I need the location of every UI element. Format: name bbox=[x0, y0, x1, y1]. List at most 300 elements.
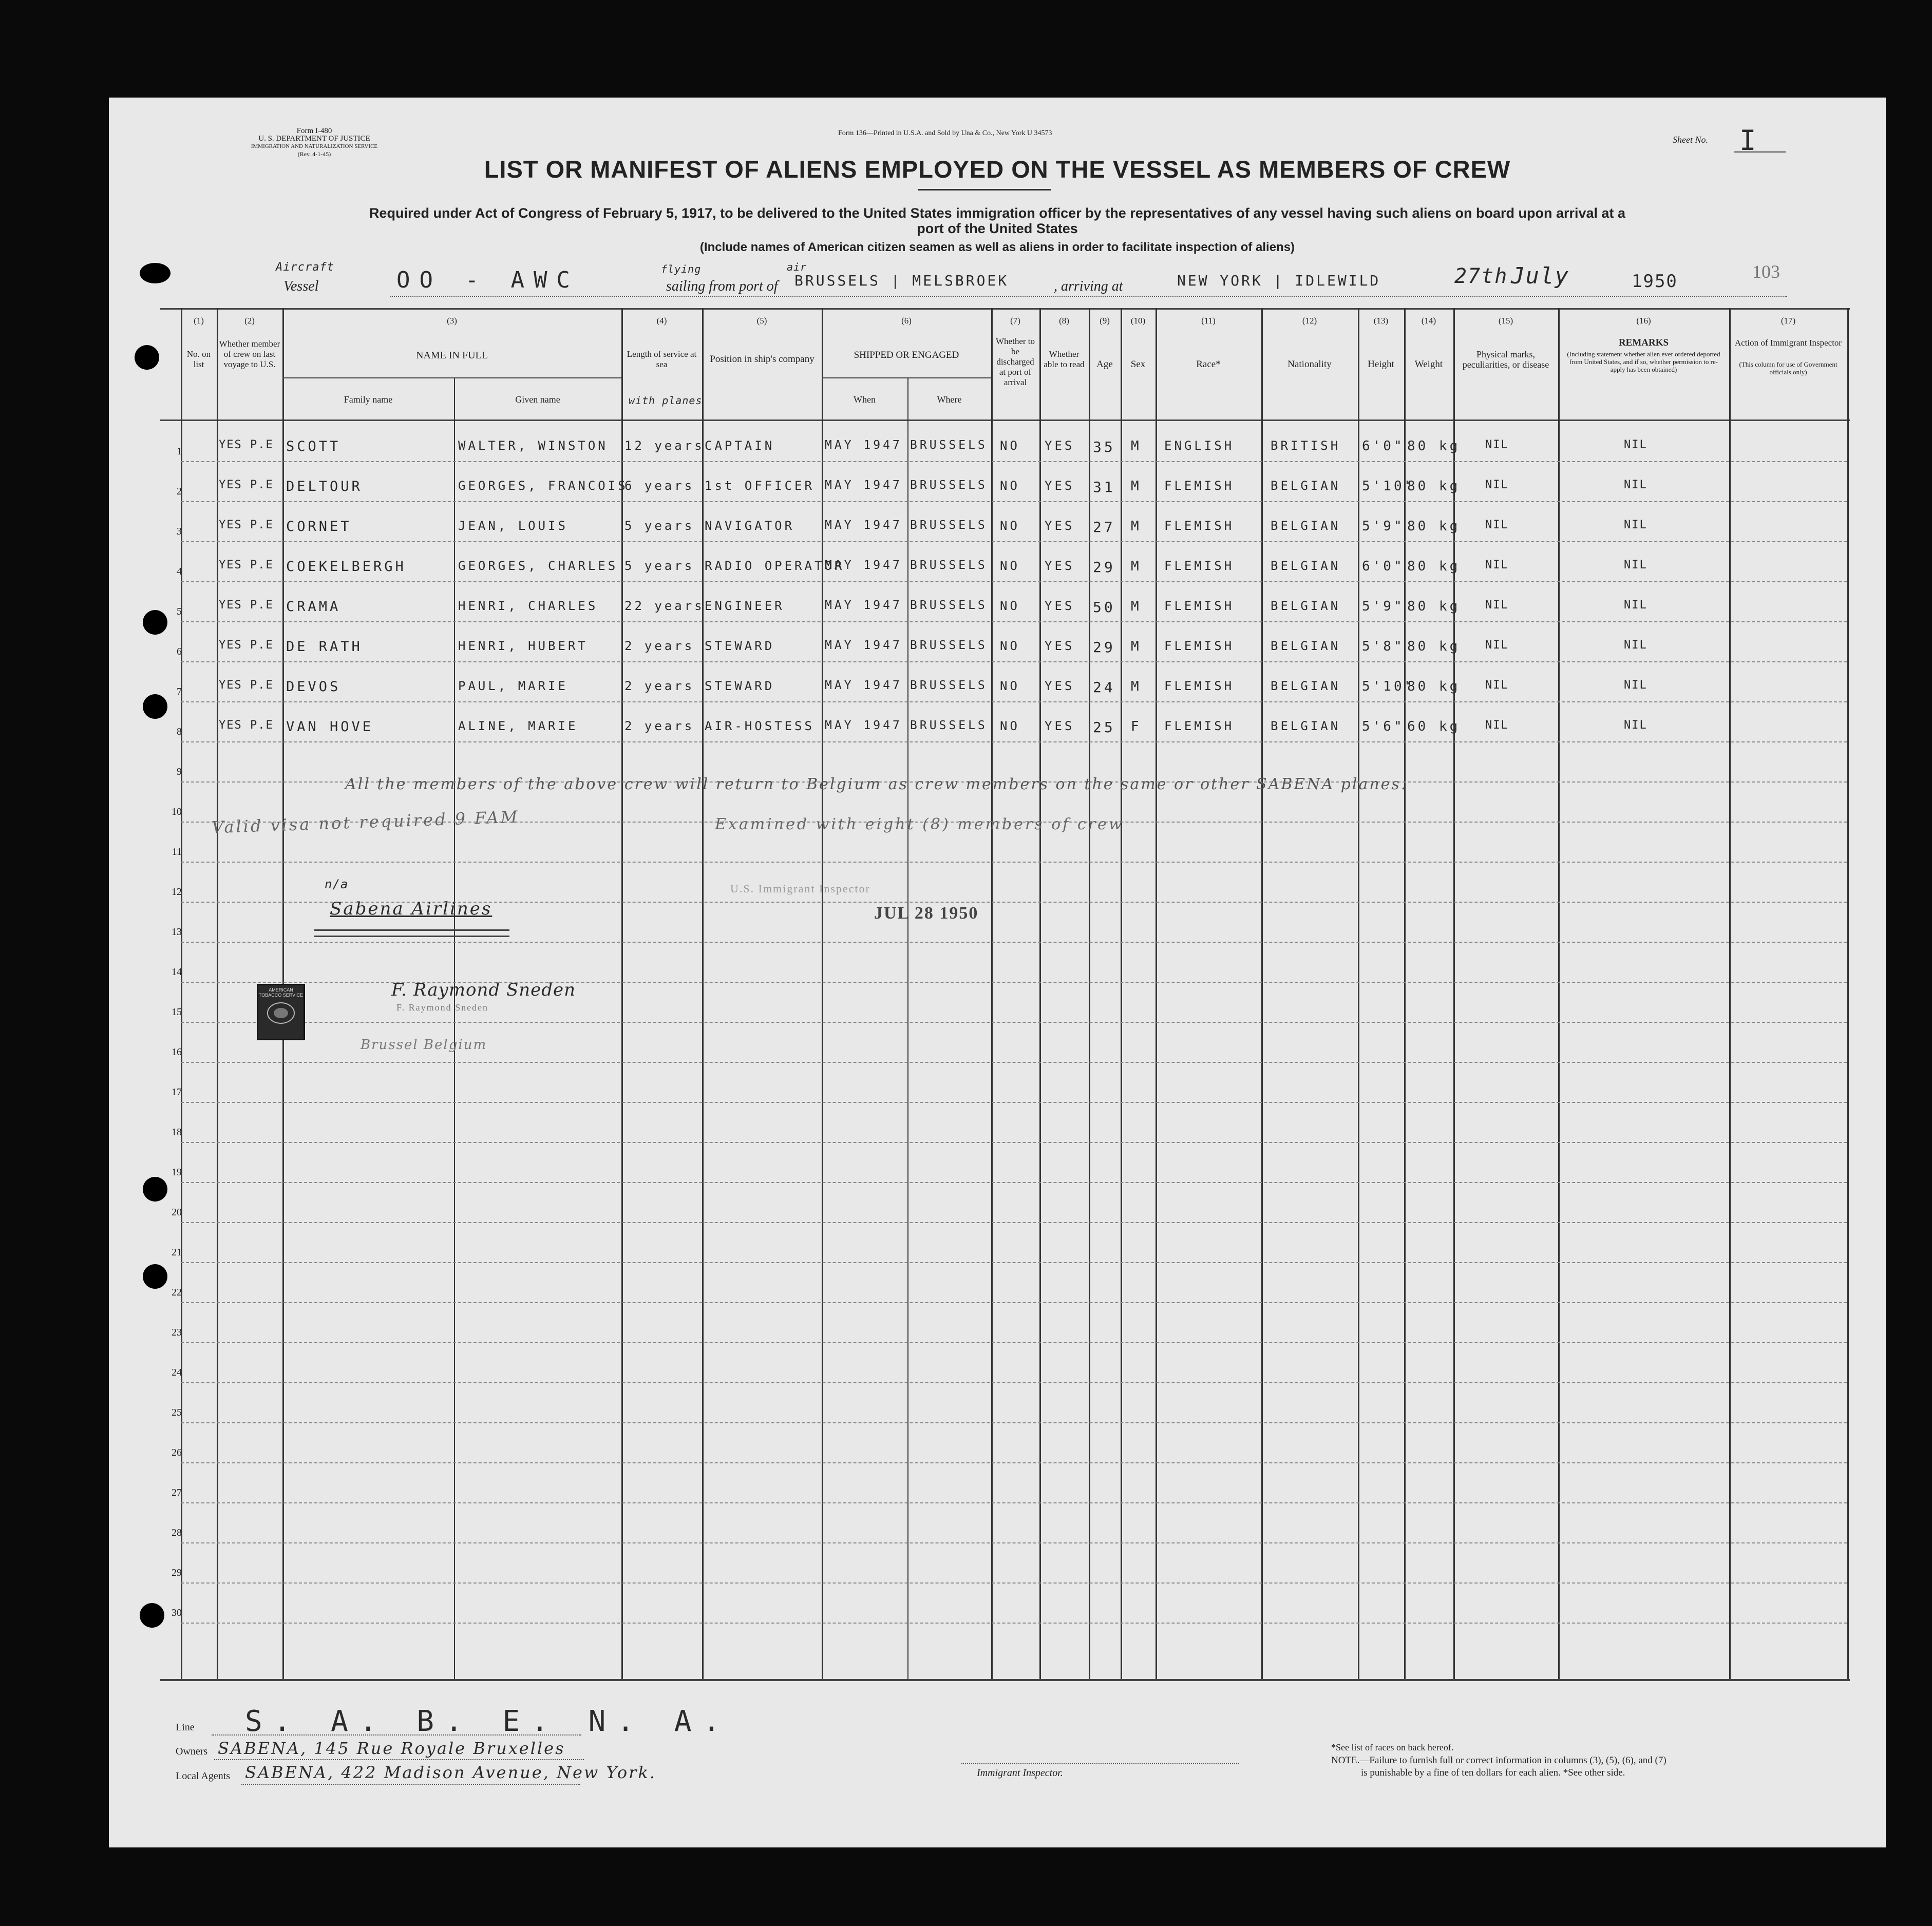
row-number: 6 bbox=[177, 646, 182, 657]
subtitle-line-2: port of the United States bbox=[917, 221, 1078, 236]
weight-cell: 80 kg bbox=[1407, 519, 1461, 534]
colnum-13: (13) bbox=[1373, 316, 1389, 326]
col-rule-16 bbox=[1558, 308, 1560, 1679]
sex-cell: M bbox=[1131, 599, 1142, 614]
col-rule-17 bbox=[1729, 308, 1731, 1679]
agents-label: Local Agents bbox=[176, 1770, 231, 1782]
age-cell: 35 bbox=[1093, 438, 1115, 455]
row-guide-line bbox=[181, 581, 1847, 582]
form-number: Form I-480 bbox=[296, 127, 332, 135]
row-guide-line bbox=[181, 1542, 1847, 1543]
signature: F. Raymond Sneden bbox=[391, 980, 576, 1000]
title-rule bbox=[918, 189, 1051, 190]
shipped-when-cell: MAY 1947 bbox=[825, 559, 902, 572]
sex-cell: M bbox=[1131, 559, 1142, 574]
row-number: 9 bbox=[177, 766, 182, 777]
department: U. S. DEPARTMENT OF JUSTICE bbox=[258, 135, 370, 143]
service-length-cell: 2 years bbox=[624, 719, 695, 733]
col-rule-11 bbox=[1156, 308, 1157, 1679]
weight-cell: 80 kg bbox=[1407, 599, 1461, 614]
remarks-cell: NIL bbox=[1624, 559, 1647, 571]
colnum-1: (1) bbox=[194, 316, 204, 326]
row-number: 17 bbox=[172, 1086, 182, 1098]
agent-underline-1 bbox=[314, 929, 509, 931]
colnum-5: (5) bbox=[756, 316, 767, 326]
colnum-3: (3) bbox=[447, 316, 457, 326]
row-guide-line bbox=[181, 461, 1847, 462]
binder-hole bbox=[143, 610, 167, 635]
revision: (Rev. 4-1-45) bbox=[297, 150, 331, 158]
shipped-when-cell: MAY 1947 bbox=[825, 479, 902, 492]
remarks-cell: NIL bbox=[1624, 479, 1647, 491]
shipped-where-cell: BRUSSELS bbox=[910, 639, 988, 652]
remarks-cell: NIL bbox=[1624, 639, 1647, 652]
remarks-cell: NIL bbox=[1624, 438, 1647, 451]
col-header-prev-voyage: Whether member of crew on last voyage to U.S. bbox=[219, 339, 280, 369]
shipped-when-cell: MAY 1947 bbox=[825, 519, 902, 532]
vessel-label: Vessel bbox=[283, 278, 319, 294]
height-cell: 5'10" bbox=[1362, 679, 1415, 694]
read-ability-cell: YES bbox=[1045, 639, 1075, 653]
row-guide-line bbox=[181, 1142, 1847, 1143]
col-header-position: Position in ship's company bbox=[710, 354, 815, 365]
position-cell: STEWARD bbox=[705, 639, 775, 653]
sex-cell: M bbox=[1131, 639, 1142, 654]
family-name-cell: SCOTT bbox=[286, 438, 341, 454]
subtitle-line-1: Required under Act of Congress of February 5, 1917, to be delivered to the United States immigration officer by the representatives of any vessel having such aliens on board upon arrival at a bbox=[369, 205, 1626, 221]
penalty-note-2: is punishable by a fine of ten dollars for each alien. *See other side. bbox=[1361, 1767, 1625, 1778]
col-rule-5 bbox=[702, 308, 704, 1679]
col-rule-9 bbox=[1089, 308, 1090, 1679]
owners-label: Owners bbox=[176, 1746, 208, 1757]
revenue-stamp-icon bbox=[258, 998, 304, 1034]
signature-place: Brussel Belgium bbox=[361, 1037, 487, 1053]
row-guide-line bbox=[181, 1062, 1847, 1063]
line-value: S. A. B. E. N. A. bbox=[245, 1705, 732, 1738]
read-ability-cell: YES bbox=[1045, 519, 1075, 533]
prev-voyage-cell: YES P.E bbox=[219, 679, 274, 692]
nationality-cell: BELGIAN bbox=[1271, 639, 1341, 653]
col-header-no: No. on list bbox=[186, 349, 211, 369]
printer-line: Form 136—Printed in U.S.A. and Sold by Una & Co., New York U 34573 bbox=[838, 129, 1052, 137]
physical-marks-cell: NIL bbox=[1485, 479, 1509, 491]
col-rule-13 bbox=[1358, 308, 1359, 1679]
race-cell: FLEMISH bbox=[1164, 679, 1235, 693]
age-cell: 29 bbox=[1093, 559, 1115, 576]
shipped-where-cell: BRUSSELS bbox=[910, 719, 988, 732]
shipped-when-cell: MAY 1947 bbox=[825, 639, 902, 652]
physical-marks-cell: NIL bbox=[1485, 599, 1509, 612]
row-guide-line bbox=[181, 541, 1847, 542]
voyage-underline bbox=[390, 296, 1787, 297]
shipped-where-cell: BRUSSELS bbox=[910, 599, 988, 612]
race-cell: FLEMISH bbox=[1164, 599, 1235, 613]
revenue-stamp bbox=[257, 984, 305, 1040]
arrival-month: July bbox=[1511, 263, 1569, 289]
row-number: 26 bbox=[172, 1447, 182, 1458]
line-label: Line bbox=[176, 1722, 195, 1733]
race-cell: FLEMISH bbox=[1164, 639, 1235, 653]
discharge-cell: NO bbox=[1000, 479, 1020, 493]
row-guide-line bbox=[181, 1623, 1847, 1624]
weight-cell: 80 kg bbox=[1407, 559, 1461, 574]
col-header-action: Action of Immigrant Inspector bbox=[1734, 338, 1842, 348]
stamp-number: 103 bbox=[1752, 261, 1780, 282]
col-header-height: Height bbox=[1368, 359, 1394, 370]
sex-cell: M bbox=[1131, 519, 1142, 534]
nationality-cell: BRITISH bbox=[1271, 438, 1341, 453]
height-cell: 5'9" bbox=[1362, 519, 1405, 534]
remarks-cell: NIL bbox=[1624, 719, 1647, 732]
row-guide-line bbox=[181, 661, 1847, 662]
col-rule-18 bbox=[1847, 308, 1849, 1679]
service-length-cell: 2 years bbox=[624, 679, 695, 693]
family-name-cell: CRAMA bbox=[286, 599, 341, 615]
col-rule-15 bbox=[1453, 308, 1455, 1679]
physical-marks-cell: NIL bbox=[1485, 639, 1509, 652]
row-guide-line bbox=[181, 1022, 1847, 1023]
agent-company: Sabena Airlines bbox=[330, 899, 493, 919]
col-header-age: Age bbox=[1096, 359, 1113, 370]
height-cell: 6'0" bbox=[1362, 559, 1405, 574]
col-header-sex: Sex bbox=[1130, 359, 1146, 370]
col-rule-3b bbox=[454, 377, 455, 1679]
service-length-cell: 2 years bbox=[624, 639, 695, 653]
sex-cell: M bbox=[1131, 679, 1142, 694]
row-guide-line bbox=[181, 1382, 1847, 1383]
row-number: 29 bbox=[172, 1567, 182, 1578]
prev-voyage-cell: YES P.E bbox=[219, 479, 274, 491]
height-cell: 5'8" bbox=[1362, 639, 1405, 654]
read-ability-cell: YES bbox=[1045, 719, 1075, 733]
inspection-date-stamp: JUL 28 1950 bbox=[874, 904, 979, 923]
family-name-cell: COEKELBERGH bbox=[286, 559, 406, 575]
given-name-cell: HENRI, HUBERT bbox=[458, 639, 588, 653]
arrival-port: NEW YORK | IDLEWILD bbox=[1177, 272, 1381, 289]
row-number: 1 bbox=[177, 446, 182, 457]
discharge-cell: NO bbox=[1000, 599, 1020, 613]
row-guide-line bbox=[181, 1422, 1847, 1423]
remarks-cell: NIL bbox=[1624, 519, 1647, 531]
line-underline bbox=[212, 1734, 581, 1736]
nationality-cell: BELGIAN bbox=[1271, 599, 1341, 613]
row-guide-line bbox=[181, 501, 1847, 502]
row-number: 19 bbox=[172, 1167, 182, 1178]
row-guide-line bbox=[181, 1342, 1847, 1343]
colnum-12: (12) bbox=[1302, 316, 1317, 326]
service-length-cell: 6 years bbox=[624, 479, 695, 493]
prev-voyage-cell: YES P.E bbox=[219, 519, 274, 531]
position-cell: CAPTAIN bbox=[705, 438, 775, 453]
row-number: 14 bbox=[172, 966, 182, 978]
footer-rule bbox=[160, 1680, 1850, 1681]
shipped-when-cell: MAY 1947 bbox=[825, 679, 902, 692]
race-cell: FLEMISH bbox=[1164, 719, 1235, 733]
service-length-cell: 5 years bbox=[624, 559, 695, 573]
service-length-cell: 22 years bbox=[624, 599, 705, 613]
col-header-discharge: Whether to be discharged at port of arrival bbox=[996, 336, 1035, 387]
col-header-where: Where bbox=[937, 394, 962, 405]
prev-voyage-cell: YES P.E bbox=[219, 559, 274, 571]
prev-voyage-cell: YES P.E bbox=[219, 639, 274, 652]
row-guide-line bbox=[181, 701, 1847, 702]
read-ability-cell: YES bbox=[1045, 679, 1075, 693]
row-number: 23 bbox=[172, 1327, 182, 1338]
row-number: 10 bbox=[172, 806, 182, 817]
shipped-where-cell: BRUSSELS bbox=[910, 559, 988, 572]
sex-cell: M bbox=[1131, 479, 1142, 494]
given-name-cell: GEORGES, CHARLES bbox=[458, 559, 618, 573]
row-number: 21 bbox=[172, 1247, 182, 1258]
sex-cell: F bbox=[1131, 719, 1142, 734]
row-number: 15 bbox=[172, 1006, 182, 1018]
row-guide-line bbox=[181, 1462, 1847, 1463]
discharge-cell: NO bbox=[1000, 519, 1020, 533]
remarks-cell: NIL bbox=[1624, 599, 1647, 612]
inspector-sign-line bbox=[961, 1763, 1239, 1764]
row-number: 4 bbox=[177, 566, 182, 577]
given-name-cell: WALTER, WINSTON bbox=[458, 438, 608, 453]
colnum-17: (17) bbox=[1781, 316, 1796, 326]
col-header-service: Length of service at sea bbox=[627, 349, 697, 369]
service-name: IMMIGRATION AND NATURALIZATION SERVICE bbox=[251, 143, 378, 149]
row-guide-line bbox=[181, 942, 1847, 943]
binder-hole bbox=[140, 1603, 164, 1628]
given-name-cell: JEAN, LOUIS bbox=[458, 519, 568, 533]
physical-marks-cell: NIL bbox=[1485, 438, 1509, 451]
page-title: LIST OR MANIFEST OF ALIENS EMPLOYED ON THE VESSEL AS MEMBERS OF CREW bbox=[484, 156, 1511, 183]
nationality-cell: BELGIAN bbox=[1271, 479, 1341, 493]
given-name-cell: HENRI, CHARLES bbox=[458, 599, 598, 613]
weight-cell: 80 kg bbox=[1407, 479, 1461, 494]
colnum-2: (2) bbox=[244, 316, 255, 326]
penalty-note-1: NOTE.—Failure to furnish full or correct information in columns (3), (5), (6), and (7) bbox=[1331, 1755, 1666, 1766]
given-name-cell: PAUL, MARIE bbox=[458, 679, 568, 693]
row-number: 13 bbox=[172, 926, 182, 938]
colnum-10: (10) bbox=[1130, 316, 1146, 326]
shipped-when-cell: MAY 1947 bbox=[825, 599, 902, 612]
weight-cell: 60 kg bbox=[1407, 719, 1461, 734]
row-guide-line bbox=[181, 1222, 1847, 1223]
age-cell: 29 bbox=[1093, 639, 1115, 656]
colnum-15: (15) bbox=[1498, 316, 1513, 326]
colnum-4: (4) bbox=[656, 316, 667, 326]
age-cell: 27 bbox=[1093, 519, 1115, 536]
nationality-cell: BELGIAN bbox=[1271, 519, 1341, 533]
binder-hole bbox=[140, 263, 171, 283]
row-number: 11 bbox=[172, 846, 182, 857]
arrival-day: 27th bbox=[1454, 264, 1508, 288]
row-number: 3 bbox=[177, 526, 182, 537]
position-cell: ENGINEER bbox=[705, 599, 785, 613]
row-number: 22 bbox=[172, 1287, 182, 1298]
row-number: 7 bbox=[177, 686, 182, 697]
colnum-11: (11) bbox=[1201, 316, 1216, 326]
weight-cell: 80 kg bbox=[1407, 639, 1461, 654]
inspector-stamp: U.S. Immigrant Inspector bbox=[730, 882, 870, 895]
shipped-subheader-rule bbox=[822, 377, 991, 378]
race-cell: FLEMISH bbox=[1164, 519, 1235, 533]
air-handwriting: air bbox=[787, 261, 807, 273]
colnum-14: (14) bbox=[1421, 316, 1436, 326]
col-header-when: When bbox=[854, 394, 876, 405]
position-cell: RADIO OPERATOR bbox=[705, 559, 845, 573]
col-rule-4 bbox=[621, 308, 623, 1679]
owners-value: SABENA, 145 Rue Royale Bruxelles bbox=[218, 1739, 565, 1758]
col-header-given-name: Given name bbox=[515, 394, 560, 405]
row-number: 8 bbox=[177, 726, 182, 737]
position-cell: STEWARD bbox=[705, 679, 775, 693]
position-cell: 1st OFFICER bbox=[705, 479, 815, 493]
service-length-cell: 5 years bbox=[624, 519, 695, 533]
discharge-cell: NO bbox=[1000, 559, 1020, 573]
agents-value: SABENA, 422 Madison Avenue, New York. bbox=[245, 1763, 656, 1782]
read-ability-cell: YES bbox=[1045, 438, 1075, 453]
colnum-8: (8) bbox=[1059, 316, 1069, 326]
binder-hole bbox=[143, 1177, 167, 1202]
colnum-6: (6) bbox=[901, 316, 912, 326]
discharge-cell: NO bbox=[1000, 438, 1020, 453]
nationality-cell: BELGIAN bbox=[1271, 679, 1341, 693]
discharge-cell: NO bbox=[1000, 639, 1020, 653]
prev-voyage-cell: YES P.E bbox=[219, 438, 274, 451]
row-guide-line bbox=[181, 1182, 1847, 1183]
row-guide-line bbox=[181, 1302, 1847, 1303]
col-header-action-note: (This column for use of Government officials only) bbox=[1739, 360, 1838, 376]
row-guide-line bbox=[181, 862, 1847, 863]
given-name-cell: ALINE, MARIE bbox=[458, 719, 578, 733]
sex-cell: M bbox=[1131, 438, 1142, 454]
family-name-cell: DE RATH bbox=[286, 639, 363, 655]
colnum-16: (16) bbox=[1636, 316, 1651, 326]
shipped-when-cell: MAY 1947 bbox=[825, 438, 902, 452]
read-ability-cell: YES bbox=[1045, 479, 1075, 493]
colnum-9: (9) bbox=[1100, 316, 1110, 326]
agent-underline-2 bbox=[314, 936, 509, 937]
nationality-cell: BELGIAN bbox=[1271, 559, 1341, 573]
service-length-cell: 12 years bbox=[624, 438, 705, 453]
row-number: 5 bbox=[177, 606, 182, 617]
table-top-rule bbox=[160, 308, 1850, 310]
physical-marks-cell: NIL bbox=[1485, 679, 1509, 692]
family-name-cell: CORNET bbox=[286, 519, 352, 535]
col-header-nationality: Nationality bbox=[1287, 359, 1332, 370]
col-header-name: NAME IN FULL bbox=[416, 350, 488, 361]
physical-marks-cell: NIL bbox=[1485, 559, 1509, 571]
remarks-cell: NIL bbox=[1624, 679, 1647, 692]
weight-cell: 80 kg bbox=[1407, 679, 1461, 694]
row-number: 18 bbox=[172, 1127, 182, 1138]
age-cell: 24 bbox=[1093, 679, 1115, 696]
row-guide-line bbox=[181, 1262, 1847, 1263]
signature-printed: F. Raymond Sneden bbox=[396, 1002, 489, 1013]
binder-hole bbox=[143, 1264, 167, 1289]
read-ability-cell: YES bbox=[1045, 599, 1075, 613]
height-cell: 5'10" bbox=[1362, 479, 1415, 494]
arrival-year: 1950 bbox=[1632, 271, 1678, 292]
row-number: 2 bbox=[177, 486, 182, 497]
vessel-prefix-handwriting: Aircraft bbox=[276, 261, 334, 274]
race-cell: FLEMISH bbox=[1164, 479, 1235, 493]
row-number: 28 bbox=[172, 1527, 182, 1538]
row-number: 25 bbox=[172, 1407, 182, 1418]
col-header-marks: Physical marks, peculiarities, or disease bbox=[1462, 349, 1549, 370]
row-number: 24 bbox=[172, 1367, 182, 1378]
row-guide-line bbox=[181, 1102, 1847, 1103]
row-number: 30 bbox=[172, 1607, 182, 1618]
races-note: *See list of races on back hereof. bbox=[1331, 1742, 1454, 1752]
flying-handwriting: flying bbox=[661, 263, 702, 275]
race-cell: FLEMISH bbox=[1164, 559, 1235, 573]
physical-marks-cell: NIL bbox=[1485, 719, 1509, 732]
col-rule-10 bbox=[1121, 308, 1122, 1679]
shipped-when-cell: MAY 1947 bbox=[825, 719, 902, 732]
subtitle-line-3: (Include names of American citizen seamen as well as aliens in order to facilitate inspection of aliens) bbox=[699, 240, 1295, 254]
col-rule-14 bbox=[1404, 308, 1406, 1679]
agent-for-label: n/a bbox=[325, 877, 349, 891]
agents-underline bbox=[241, 1784, 580, 1785]
discharge-cell: NO bbox=[1000, 719, 1020, 733]
age-cell: 31 bbox=[1093, 479, 1115, 495]
height-cell: 6'0" bbox=[1362, 438, 1405, 454]
prev-voyage-cell: YES P.E bbox=[219, 599, 274, 612]
age-cell: 25 bbox=[1093, 719, 1115, 736]
col-header-remarks-note: (Including statement whether alien ever ordered deported from United States, and if so, whether permission to re-apply has been obtained) bbox=[1567, 350, 1720, 373]
col-header-read: Whether able to read bbox=[1044, 349, 1085, 369]
header-bottom-rule bbox=[160, 419, 1850, 421]
inspector-label: Immigrant Inspector. bbox=[977, 1767, 1063, 1779]
col-header-weight: Weight bbox=[1414, 359, 1443, 370]
col-rule-6b bbox=[907, 377, 908, 1679]
shipped-where-cell: BRUSSELS bbox=[910, 519, 988, 532]
sheet-number: I bbox=[1739, 124, 1756, 157]
arriving-label: , arriving at bbox=[1054, 278, 1123, 294]
row-number: 16 bbox=[172, 1046, 182, 1058]
row-guide-line bbox=[181, 741, 1847, 742]
binder-hole bbox=[135, 345, 159, 370]
col-header-remarks: REMARKS bbox=[1618, 337, 1669, 348]
given-name-cell: GEORGES, FRANCOIS bbox=[458, 479, 628, 493]
height-cell: 5'9" bbox=[1362, 599, 1405, 614]
sheet-underline bbox=[1734, 151, 1786, 152]
col-rule-2 bbox=[217, 308, 218, 1679]
family-name-cell: VAN HOVE bbox=[286, 719, 374, 735]
row-guide-line bbox=[181, 1502, 1847, 1503]
departure-port: BRUSSELS | MELSBROEK bbox=[794, 272, 1009, 289]
shipped-where-cell: BRUSSELS bbox=[910, 438, 988, 452]
family-name-cell: DEVOS bbox=[286, 679, 341, 695]
revenue-stamp-text: AMERICAN TOBACCO SERVICE bbox=[258, 987, 304, 998]
nationality-cell: BELGIAN bbox=[1271, 719, 1341, 733]
sailing-label: sailing from port of bbox=[666, 278, 778, 294]
sheet-label: Sheet No. bbox=[1673, 135, 1708, 145]
col-rule-6 bbox=[822, 308, 823, 1679]
examined-note: Examined with eight (8) members of crew bbox=[715, 815, 1124, 833]
row-number: 20 bbox=[172, 1207, 182, 1218]
name-subheader-rule bbox=[282, 377, 621, 378]
vessel-value: OO - AWC bbox=[396, 267, 579, 293]
position-cell: NAVIGATOR bbox=[705, 519, 795, 533]
col-header-family-name: Family name bbox=[344, 394, 393, 405]
position-cell: AIR-HOSTESS bbox=[705, 719, 815, 733]
service-handwritten-note: with planes bbox=[629, 394, 703, 407]
form-info-block bbox=[248, 127, 381, 158]
physical-marks-cell: NIL bbox=[1485, 519, 1509, 531]
visa-note: Valid visa not required 9 FAM bbox=[211, 807, 520, 837]
col-rule-1 bbox=[181, 308, 182, 1679]
age-cell: 50 bbox=[1093, 599, 1115, 616]
read-ability-cell: YES bbox=[1045, 559, 1075, 573]
